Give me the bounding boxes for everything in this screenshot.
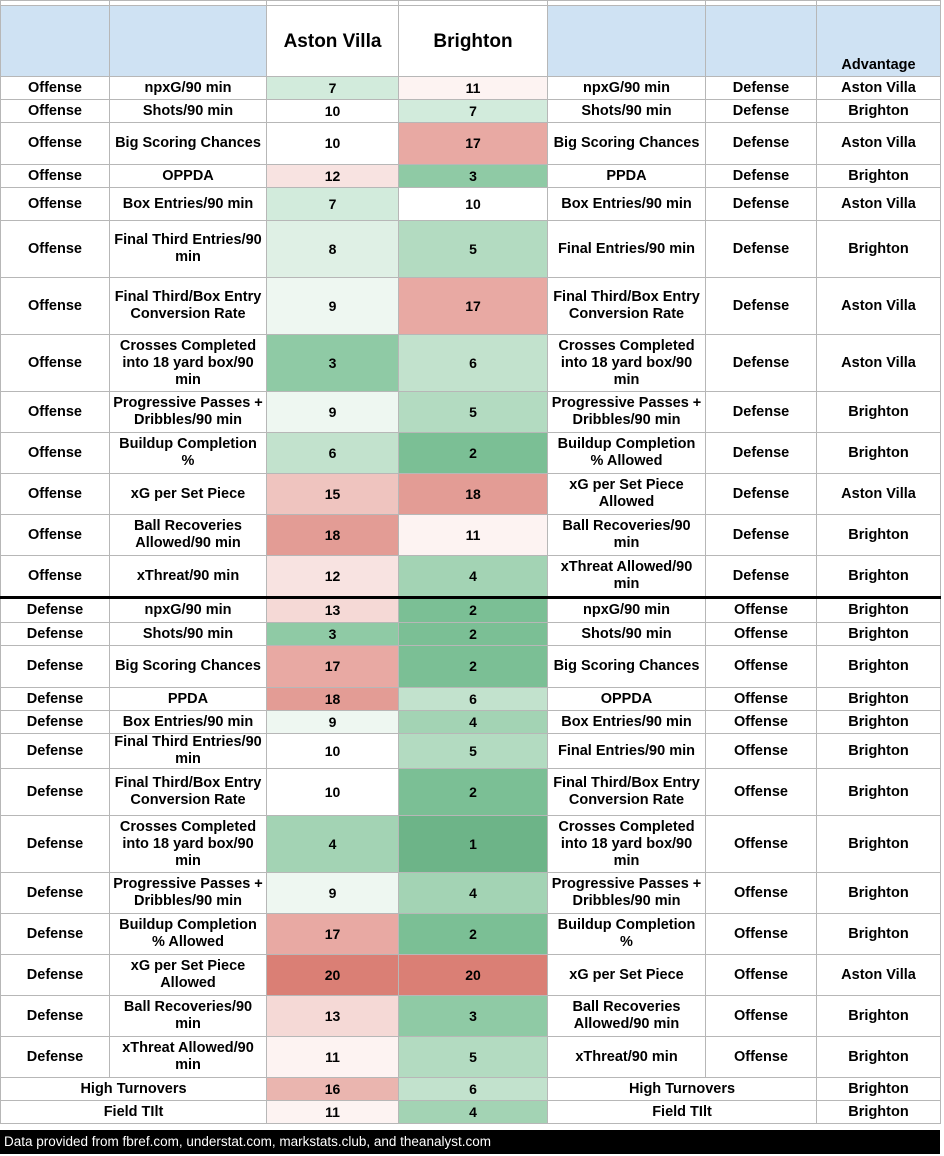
metric-right-cell: xG per Set Piece [548, 955, 706, 996]
advantage-cell: Brighton [817, 711, 941, 734]
phase-right-cell: Defense [706, 100, 817, 123]
team-a-rank-cell: 13 [267, 598, 399, 623]
metric-left-cell: Buildup Completion % [110, 433, 267, 474]
phase-right-cell: Defense [706, 77, 817, 100]
team-a-rank-cell: 12 [267, 165, 399, 188]
phase-left-cell: Defense [1, 873, 110, 914]
table-row [1, 598, 941, 623]
team-a-rank-cell: 11 [267, 1101, 399, 1124]
phase-left-cell: Defense [1, 598, 110, 623]
table-row [1, 688, 941, 711]
team-b-rank-cell: 6 [399, 335, 548, 392]
phase-right-cell: Offense [706, 1037, 817, 1078]
metric-left-cell: Final Third Entries/90 min [110, 734, 267, 769]
team-b-rank-cell: 3 [399, 165, 548, 188]
team-b-rank-cell: 10 [399, 188, 548, 221]
team-b-rank-cell: 1 [399, 816, 548, 873]
metric-left-cell: Big Scoring Chances [110, 123, 267, 165]
phase-right-cell: Offense [706, 711, 817, 734]
header-blank-cell [548, 6, 706, 77]
table-row [1, 711, 941, 734]
table-row [1, 188, 941, 221]
advantage-cell: Brighton [817, 734, 941, 769]
metric-left-cell: Crosses Completed into 18 yard box/90 min [110, 816, 267, 873]
phase-left-cell: Offense [1, 221, 110, 278]
advantage-cell: Brighton [817, 996, 941, 1037]
advantage-cell: Brighton [817, 646, 941, 688]
phase-left-cell: Offense [1, 433, 110, 474]
table-row [1, 623, 941, 646]
metric-left-cell: npxG/90 min [110, 598, 267, 623]
metric-left-cell: xThreat Allowed/90 min [110, 1037, 267, 1078]
phase-right-cell: Offense [706, 688, 817, 711]
team-b-rank-cell: 20 [399, 955, 548, 996]
metric-left-cell: Ball Recoveries/90 min [110, 996, 267, 1037]
advantage-cell: Brighton [817, 816, 941, 873]
team-a-rank-cell: 10 [267, 769, 399, 816]
advantage-cell: Brighton [817, 873, 941, 914]
team-b-rank-cell: 5 [399, 1037, 548, 1078]
metric-left-cell: Crosses Completed into 18 yard box/90 min [110, 335, 267, 392]
phase-right-cell: Defense [706, 335, 817, 392]
phase-left-cell: Defense [1, 914, 110, 955]
phase-left-cell: Defense [1, 769, 110, 816]
metric-right-cell: Big Scoring Chances [548, 123, 706, 165]
header-blank-cell [1, 6, 110, 77]
metric-left-cell: Final Third Entries/90 min [110, 221, 267, 278]
table-row [1, 278, 941, 335]
header-row [1, 6, 941, 77]
phase-right-cell: Offense [706, 598, 817, 623]
metric-right-cell: Progressive Passes + Dribbles/90 min [548, 873, 706, 914]
table-row [1, 955, 941, 996]
advantage-cell: Brighton [817, 515, 941, 556]
table-row [1, 1037, 941, 1078]
team-a-rank-cell: 12 [267, 556, 399, 598]
phase-right-cell: Offense [706, 873, 817, 914]
metric-left-cell: Progressive Passes + Dribbles/90 min [110, 873, 267, 914]
metric-right-cell: npxG/90 min [548, 77, 706, 100]
phase-right-cell: Defense [706, 123, 817, 165]
phase-left-cell: Offense [1, 392, 110, 433]
team-a-rank-cell: 15 [267, 474, 399, 515]
phase-right-cell: Offense [706, 769, 817, 816]
metric-left-cell: Shots/90 min [110, 623, 267, 646]
metric-right-cell: Crosses Completed into 18 yard box/90 min [548, 816, 706, 873]
advantage-cell: Brighton [817, 1101, 941, 1124]
team-b-rank-cell: 4 [399, 1101, 548, 1124]
summary-row [1, 1101, 941, 1124]
team-b-rank-cell: 11 [399, 515, 548, 556]
summary-label-left-cell: Field TIlt [1, 1101, 267, 1124]
phase-left-cell: Defense [1, 646, 110, 688]
metric-left-cell: Buildup Completion % Allowed [110, 914, 267, 955]
phase-right-cell: Defense [706, 392, 817, 433]
team-a-rank-cell: 7 [267, 77, 399, 100]
table-row [1, 914, 941, 955]
phase-right-cell: Offense [706, 623, 817, 646]
phase-left-cell: Defense [1, 711, 110, 734]
team-b-rank-cell: 17 [399, 278, 548, 335]
table-row [1, 335, 941, 392]
table-row [1, 734, 941, 769]
metric-left-cell: Box Entries/90 min [110, 711, 267, 734]
metric-right-cell: Box Entries/90 min [548, 188, 706, 221]
advantage-cell: Brighton [817, 392, 941, 433]
phase-left-cell: Defense [1, 688, 110, 711]
team-a-rank-cell: 10 [267, 100, 399, 123]
phase-left-cell: Offense [1, 474, 110, 515]
table-row [1, 100, 941, 123]
phase-left-cell: Offense [1, 100, 110, 123]
metric-right-cell: Shots/90 min [548, 623, 706, 646]
team-a-rank-cell: 18 [267, 515, 399, 556]
metric-left-cell: Final Third/Box Entry Conversion Rate [110, 769, 267, 816]
phase-left-cell: Offense [1, 165, 110, 188]
phase-right-cell: Offense [706, 646, 817, 688]
team-a-rank-cell: 17 [267, 914, 399, 955]
table-row [1, 556, 941, 598]
team-a-rank-cell: 20 [267, 955, 399, 996]
team-a-rank-cell: 9 [267, 711, 399, 734]
phase-right-cell: Defense [706, 474, 817, 515]
phase-right-cell: Defense [706, 165, 817, 188]
table-row [1, 515, 941, 556]
advantage-cell: Brighton [817, 769, 941, 816]
advantage-cell: Brighton [817, 623, 941, 646]
metric-left-cell: OPPDA [110, 165, 267, 188]
table-row [1, 77, 941, 100]
metric-left-cell: Box Entries/90 min [110, 188, 267, 221]
team-a-rank-cell: 6 [267, 433, 399, 474]
team-b-rank-cell: 5 [399, 392, 548, 433]
metric-right-cell: OPPDA [548, 688, 706, 711]
advantage-cell: Brighton [817, 433, 941, 474]
advantage-cell: Aston Villa [817, 955, 941, 996]
phase-right-cell: Offense [706, 996, 817, 1037]
metric-left-cell: PPDA [110, 688, 267, 711]
team-b-rank-cell: 11 [399, 77, 548, 100]
phase-right-cell: Offense [706, 955, 817, 996]
team-b-rank-cell: 4 [399, 556, 548, 598]
team-b-rank-cell: 17 [399, 123, 548, 165]
team-a-rank-cell: 7 [267, 188, 399, 221]
team-b-rank-cell: 2 [399, 769, 548, 816]
table-row [1, 996, 941, 1037]
phase-right-cell: Offense [706, 734, 817, 769]
advantage-cell: Aston Villa [817, 188, 941, 221]
team-b-rank-cell: 2 [399, 646, 548, 688]
team-a-rank-cell: 17 [267, 646, 399, 688]
metric-right-cell: Crosses Completed into 18 yard box/90 min [548, 335, 706, 392]
advantage-cell: Brighton [817, 1078, 941, 1101]
phase-left-cell: Offense [1, 278, 110, 335]
advantage-cell: Aston Villa [817, 123, 941, 165]
summary-row [1, 1078, 941, 1101]
metric-right-cell: Final Third/Box Entry Conversion Rate [548, 769, 706, 816]
metric-left-cell: Big Scoring Chances [110, 646, 267, 688]
team-a-rank-cell: 9 [267, 392, 399, 433]
advantage-cell: Aston Villa [817, 77, 941, 100]
team-b-rank-cell: 2 [399, 914, 548, 955]
metric-right-cell: xG per Set Piece Allowed [548, 474, 706, 515]
phase-right-cell: Offense [706, 816, 817, 873]
metric-left-cell: Final Third/Box Entry Conversion Rate [110, 278, 267, 335]
metric-right-cell: Ball Recoveries/90 min [548, 515, 706, 556]
team-b-rank-cell: 2 [399, 623, 548, 646]
advantage-cell: Aston Villa [817, 474, 941, 515]
advantage-cell: Brighton [817, 688, 941, 711]
metric-right-cell: xThreat/90 min [548, 1037, 706, 1078]
header-blank-cell [706, 6, 817, 77]
table-row [1, 769, 941, 816]
table-row [1, 474, 941, 515]
phase-right-cell: Defense [706, 433, 817, 474]
phase-right-cell: Offense [706, 914, 817, 955]
metric-right-cell: Ball Recoveries Allowed/90 min [548, 996, 706, 1037]
metric-right-cell: Shots/90 min [548, 100, 706, 123]
advantage-cell: Brighton [817, 100, 941, 123]
phase-right-cell: Defense [706, 188, 817, 221]
team-a-rank-cell: 10 [267, 123, 399, 165]
team-b-rank-cell: 5 [399, 734, 548, 769]
team-a-rank-cell: 11 [267, 1037, 399, 1078]
phase-left-cell: Defense [1, 734, 110, 769]
phase-right-cell: Defense [706, 556, 817, 598]
metric-right-cell: Final Entries/90 min [548, 221, 706, 278]
table-row [1, 123, 941, 165]
phase-right-cell: Defense [706, 221, 817, 278]
metric-right-cell: xThreat Allowed/90 min [548, 556, 706, 598]
advantage-cell: Brighton [817, 914, 941, 955]
team-b-rank-cell: 6 [399, 1078, 548, 1101]
team-a-rank-cell: 8 [267, 221, 399, 278]
phase-left-cell: Defense [1, 996, 110, 1037]
metric-right-cell: Big Scoring Chances [548, 646, 706, 688]
metric-left-cell: Ball Recoveries Allowed/90 min [110, 515, 267, 556]
team-b-rank-cell: 2 [399, 598, 548, 623]
advantage-cell: Brighton [817, 1037, 941, 1078]
metric-right-cell: PPDA [548, 165, 706, 188]
phase-left-cell: Defense [1, 955, 110, 996]
team-b-rank-cell: 7 [399, 100, 548, 123]
metric-left-cell: Progressive Passes + Dribbles/90 min [110, 392, 267, 433]
metric-left-cell: xG per Set Piece Allowed [110, 955, 267, 996]
table-row [1, 221, 941, 278]
table-row [1, 873, 941, 914]
team-b-rank-cell: 6 [399, 688, 548, 711]
team-a-rank-cell: 4 [267, 816, 399, 873]
phase-left-cell: Offense [1, 515, 110, 556]
phase-left-cell: Offense [1, 77, 110, 100]
table-row [1, 165, 941, 188]
phase-left-cell: Offense [1, 556, 110, 598]
metric-right-cell: Buildup Completion % Allowed [548, 433, 706, 474]
metric-right-cell: Buildup Completion % [548, 914, 706, 955]
table-row [1, 392, 941, 433]
phase-left-cell: Defense [1, 816, 110, 873]
phase-right-cell: Defense [706, 278, 817, 335]
data-source-footer: Data provided from fbref.com, understat.com, markstats.club, and theanalyst.com [0, 1130, 940, 1154]
phase-left-cell: Offense [1, 335, 110, 392]
team-b-rank-cell: 3 [399, 996, 548, 1037]
team-b-rank-cell: 2 [399, 433, 548, 474]
summary-label-left-cell: High Turnovers [1, 1078, 267, 1101]
advantage-cell: Brighton [817, 165, 941, 188]
team-a-rank-cell: 16 [267, 1078, 399, 1101]
summary-label-right-cell: Field TIlt [548, 1101, 817, 1124]
phase-left-cell: Offense [1, 188, 110, 221]
advantage-cell: Brighton [817, 221, 941, 278]
metric-left-cell: Shots/90 min [110, 100, 267, 123]
team-a-rank-cell: 13 [267, 996, 399, 1037]
phase-left-cell: Defense [1, 623, 110, 646]
phase-right-cell: Defense [706, 515, 817, 556]
team-a-rank-cell: 3 [267, 623, 399, 646]
table-row [1, 816, 941, 873]
metric-right-cell: Final Third/Box Entry Conversion Rate [548, 278, 706, 335]
metric-left-cell: xG per Set Piece [110, 474, 267, 515]
metric-right-cell: npxG/90 min [548, 598, 706, 623]
phase-left-cell: Defense [1, 1037, 110, 1078]
metric-left-cell: xThreat/90 min [110, 556, 267, 598]
team-a-rank-cell: 9 [267, 873, 399, 914]
advantage-cell: Brighton [817, 556, 941, 598]
metric-right-cell: Box Entries/90 min [548, 711, 706, 734]
advantage-header: Advantage [817, 6, 941, 77]
header-blank-cell [110, 6, 267, 77]
table-row [1, 646, 941, 688]
advantage-cell: Aston Villa [817, 278, 941, 335]
table-row [1, 433, 941, 474]
team-b-rank-cell: 4 [399, 711, 548, 734]
metric-right-cell: Progressive Passes + Dribbles/90 min [548, 392, 706, 433]
team-a-rank-cell: 3 [267, 335, 399, 392]
team-b-rank-cell: 18 [399, 474, 548, 515]
metric-right-cell: Final Entries/90 min [548, 734, 706, 769]
team-a-header: Aston Villa [267, 6, 399, 77]
team-a-rank-cell: 10 [267, 734, 399, 769]
summary-label-right-cell: High Turnovers [548, 1078, 817, 1101]
team-b-header: Brighton [399, 6, 548, 77]
metric-left-cell: npxG/90 min [110, 77, 267, 100]
advantage-cell: Brighton [817, 598, 941, 623]
team-a-rank-cell: 18 [267, 688, 399, 711]
team-b-rank-cell: 5 [399, 221, 548, 278]
phase-left-cell: Offense [1, 123, 110, 165]
advantage-cell: Aston Villa [817, 335, 941, 392]
team-a-rank-cell: 9 [267, 278, 399, 335]
team-b-rank-cell: 4 [399, 873, 548, 914]
